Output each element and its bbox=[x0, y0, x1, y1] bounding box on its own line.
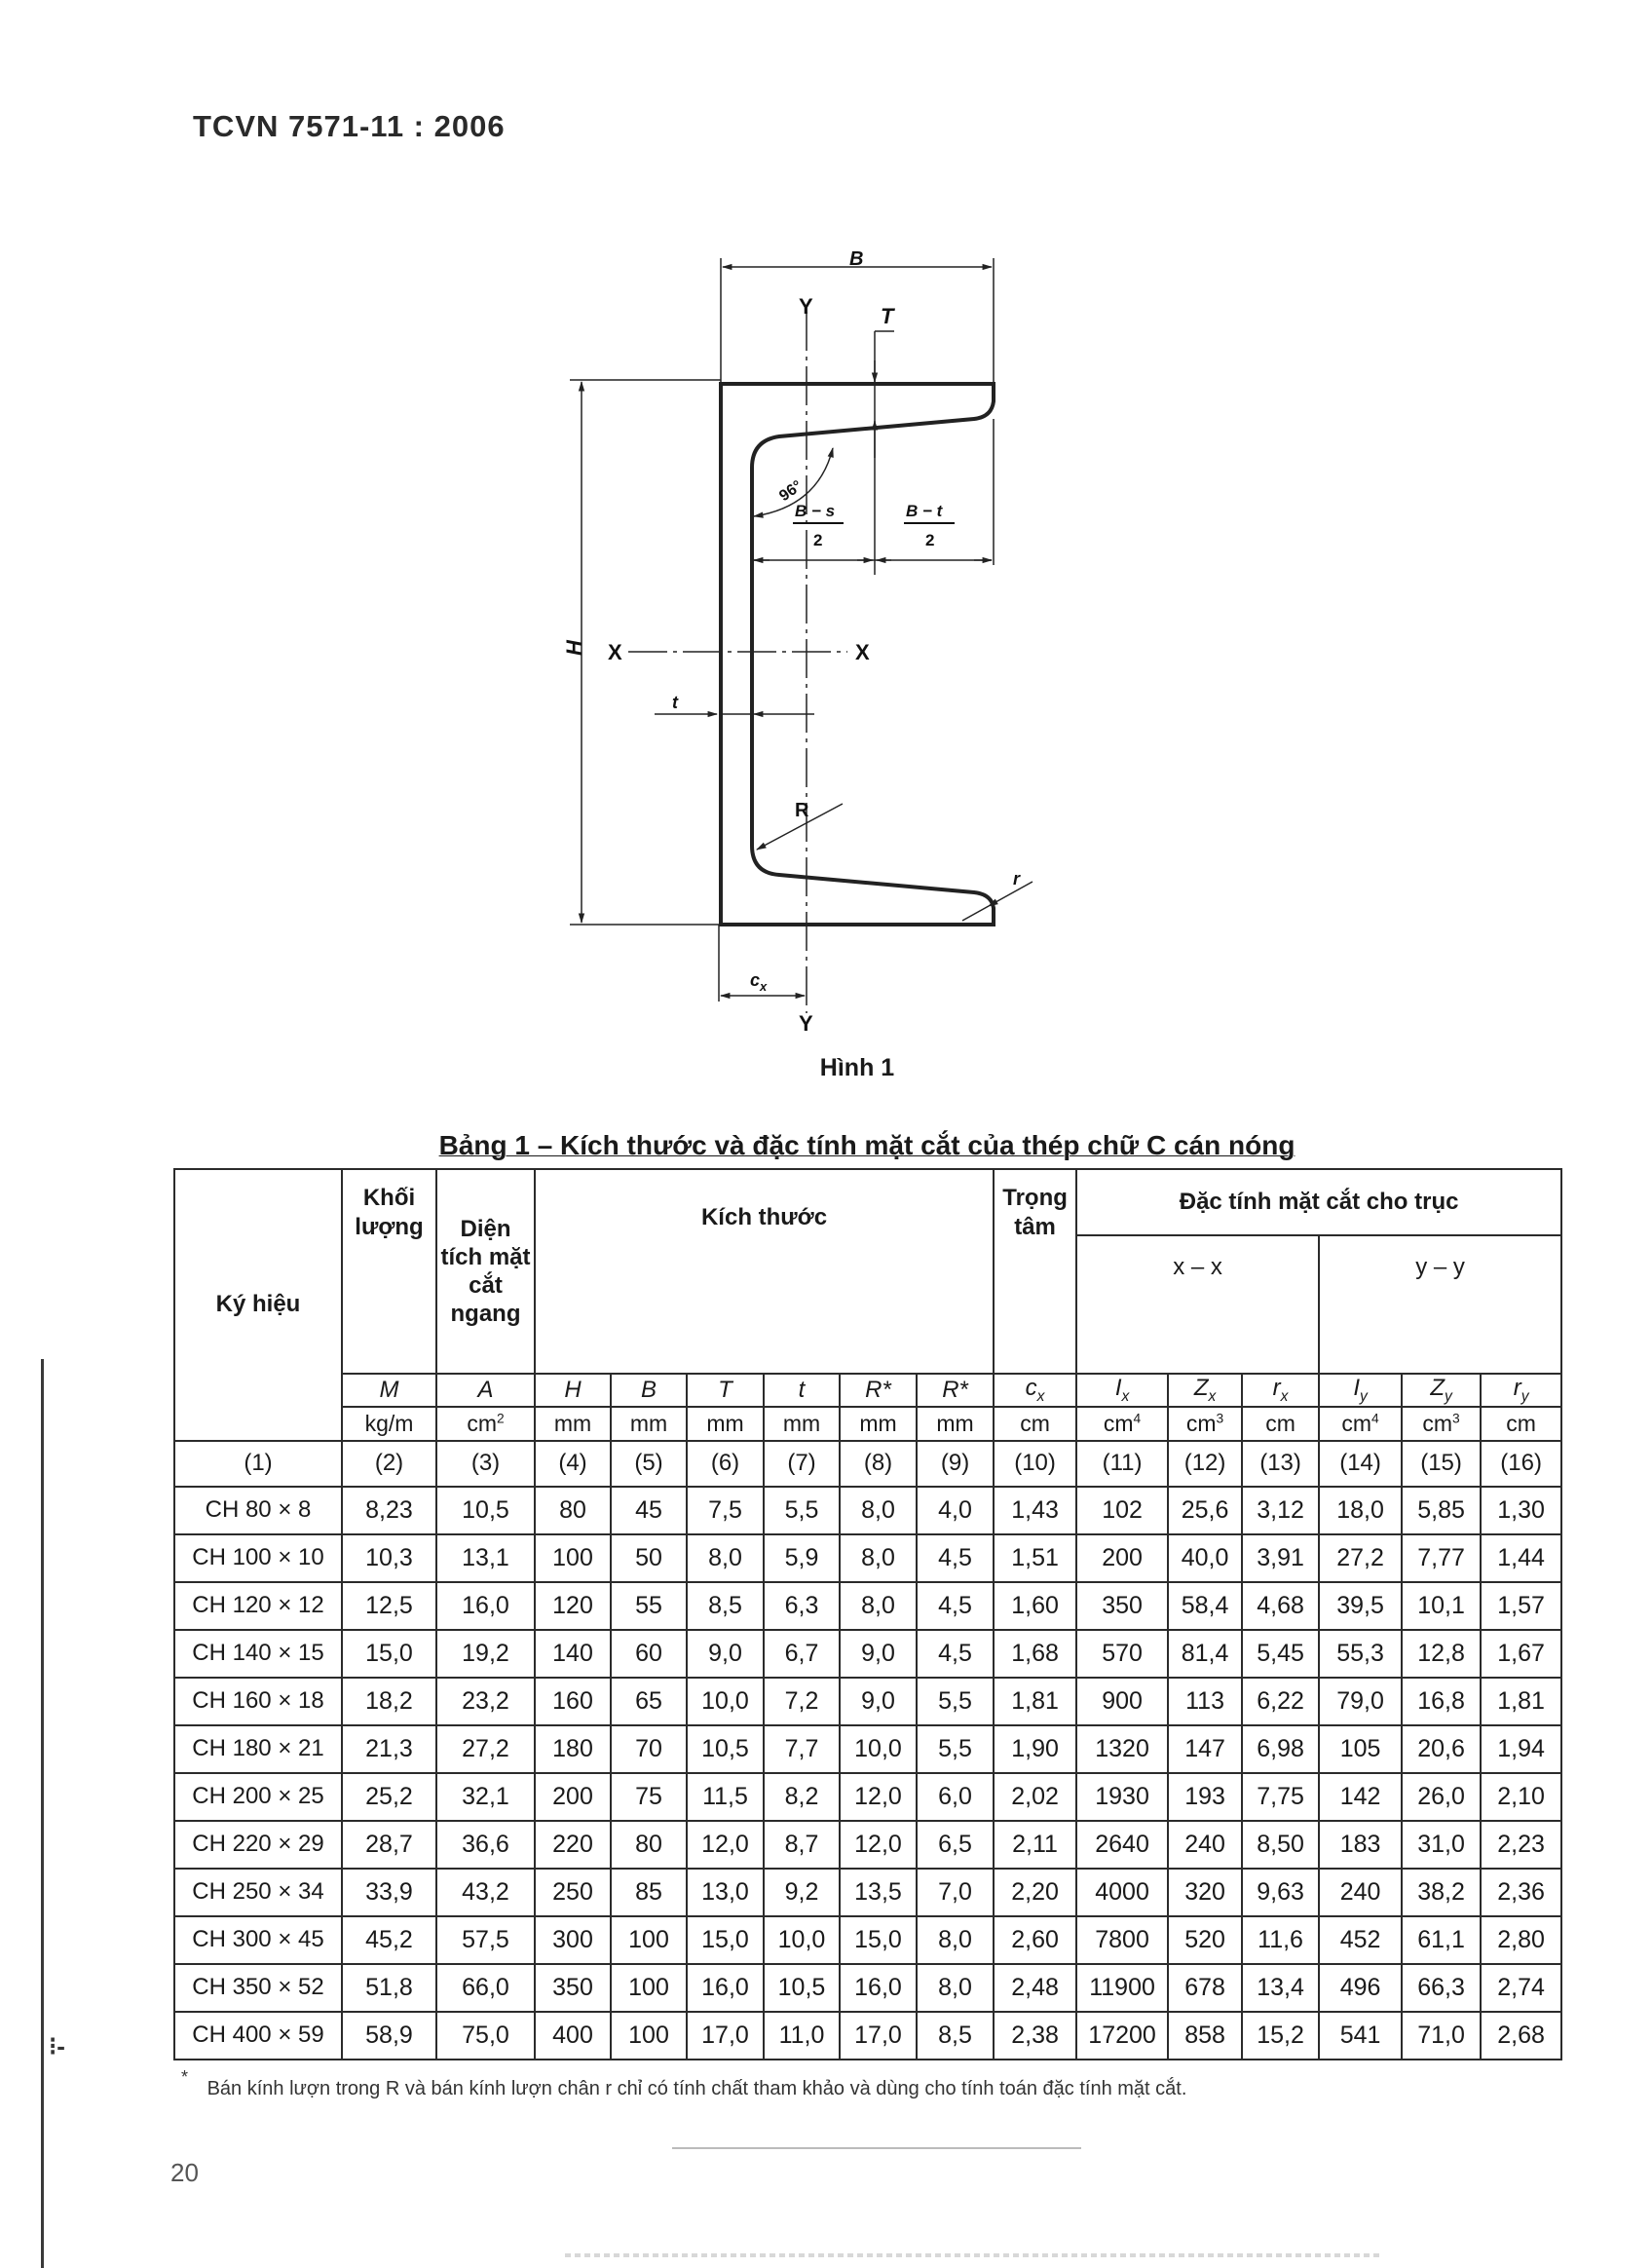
value-cell: 6,0 bbox=[917, 1773, 994, 1821]
value-cell: 7,0 bbox=[917, 1869, 994, 1916]
value-cell: 496 bbox=[1319, 1964, 1402, 2012]
table-row bbox=[174, 1773, 1561, 1821]
svg-text:R: R bbox=[795, 800, 809, 821]
value-cell: 858 bbox=[1168, 2012, 1242, 2060]
svg-text:2: 2 bbox=[813, 531, 823, 549]
value-cell: 220 bbox=[535, 1821, 611, 1869]
value-cell: 16,0 bbox=[436, 1582, 535, 1630]
column-number-row: (1) (2) (3) (4) (5) (6) (7) (8) (9) (10) (11) (12) (13) (14) (15) (16) bbox=[174, 1441, 1561, 1487]
header-dimensions: Kích thước bbox=[535, 1169, 994, 1374]
value-cell: 12,0 bbox=[840, 1773, 917, 1821]
value-cell: 55,3 bbox=[1319, 1630, 1402, 1678]
value-cell: 105 bbox=[1319, 1725, 1402, 1773]
table-row bbox=[174, 2012, 1561, 2060]
value-cell: 1,81 bbox=[994, 1678, 1076, 1725]
value-cell: 120 bbox=[535, 1582, 611, 1630]
value-cell: 13,5 bbox=[840, 1869, 917, 1916]
value-cell: 11,5 bbox=[687, 1773, 764, 1821]
scan-artifact-mark: ⁝- bbox=[49, 2031, 65, 2060]
value-cell: 80 bbox=[535, 1487, 611, 1534]
unit-row: kg/m $cm^2$ mm mm mm mm mm mm cm $cm^4$ $cm^3$ cm $cm^4$ $cm^3$ cm bbox=[174, 1407, 1561, 1441]
value-cell: 8,2 bbox=[764, 1773, 840, 1821]
value-cell: 1,81 bbox=[1481, 1678, 1561, 1725]
value-cell: 250 bbox=[535, 1869, 611, 1916]
table-row bbox=[174, 1630, 1561, 1678]
table-row bbox=[174, 1534, 1561, 1582]
header-axis-xx: x – x bbox=[1076, 1235, 1319, 1374]
value-cell: 58,4 bbox=[1168, 1582, 1242, 1630]
designation-cell: CH 140 × 15 bbox=[174, 1630, 342, 1678]
value-cell: 32,1 bbox=[436, 1773, 535, 1821]
header-designation: Ký hiệu bbox=[174, 1169, 342, 1441]
value-cell: 2,68 bbox=[1481, 2012, 1561, 2060]
value-cell: 2640 bbox=[1076, 1821, 1168, 1869]
value-cell: 350 bbox=[535, 1964, 611, 2012]
value-cell: 5,45 bbox=[1242, 1630, 1319, 1678]
value-cell: 55 bbox=[611, 1582, 687, 1630]
value-cell: 9,0 bbox=[840, 1630, 917, 1678]
svg-text:B − t: B − t bbox=[906, 502, 943, 520]
value-cell: 10,1 bbox=[1402, 1582, 1481, 1630]
value-cell: 61,1 bbox=[1402, 1916, 1481, 1964]
value-cell: 10,0 bbox=[840, 1725, 917, 1773]
svg-text:B − s: B − s bbox=[795, 502, 836, 520]
value-cell: 8,0 bbox=[917, 1916, 994, 1964]
value-cell: 15,0 bbox=[687, 1916, 764, 1964]
value-cell: 1,67 bbox=[1481, 1630, 1561, 1678]
value-cell: 21,3 bbox=[342, 1725, 436, 1773]
value-cell: 58,9 bbox=[342, 2012, 436, 2060]
value-cell: 200 bbox=[535, 1773, 611, 1821]
value-cell: 7,5 bbox=[687, 1487, 764, 1534]
value-cell: 66,3 bbox=[1402, 1964, 1481, 2012]
value-cell: 45,2 bbox=[342, 1916, 436, 1964]
footnote bbox=[181, 2067, 1187, 2100]
value-cell: 2,48 bbox=[994, 1964, 1076, 2012]
value-cell: 16,0 bbox=[840, 1964, 917, 2012]
value-cell: 50 bbox=[611, 1534, 687, 1582]
value-cell: 28,7 bbox=[342, 1821, 436, 1869]
value-cell: 8,7 bbox=[764, 1821, 840, 1869]
value-cell: 10,0 bbox=[764, 1916, 840, 1964]
value-cell: 2,10 bbox=[1481, 1773, 1561, 1821]
table-row bbox=[174, 1725, 1561, 1773]
value-cell: 142 bbox=[1319, 1773, 1402, 1821]
value-cell: 57,5 bbox=[436, 1916, 535, 1964]
svg-text:Y: Y bbox=[799, 1011, 813, 1036]
value-cell: 6,98 bbox=[1242, 1725, 1319, 1773]
value-cell: 8,50 bbox=[1242, 1821, 1319, 1869]
svg-text:r: r bbox=[1013, 869, 1021, 888]
value-cell: 1,60 bbox=[994, 1582, 1076, 1630]
value-cell: 5,9 bbox=[764, 1534, 840, 1582]
value-cell: 900 bbox=[1076, 1678, 1168, 1725]
value-cell: 20,6 bbox=[1402, 1725, 1481, 1773]
svg-text:96°: 96° bbox=[776, 477, 806, 506]
designation-cell: CH 80 × 8 bbox=[174, 1487, 342, 1534]
designation-cell: CH 160 × 18 bbox=[174, 1678, 342, 1725]
value-cell: 27,2 bbox=[1319, 1534, 1402, 1582]
value-cell: 147 bbox=[1168, 1725, 1242, 1773]
value-cell: 15,0 bbox=[342, 1630, 436, 1678]
value-cell: 8,0 bbox=[840, 1582, 917, 1630]
table-row bbox=[174, 1487, 1561, 1534]
svg-text:X: X bbox=[855, 640, 870, 664]
value-cell: 11900 bbox=[1076, 1964, 1168, 2012]
value-cell: 1,90 bbox=[994, 1725, 1076, 1773]
value-cell: 2,60 bbox=[994, 1916, 1076, 1964]
value-cell: 79,0 bbox=[1319, 1678, 1402, 1725]
value-cell: 4,5 bbox=[917, 1534, 994, 1582]
value-cell: 11,0 bbox=[764, 2012, 840, 2060]
value-cell: 85 bbox=[611, 1869, 687, 1916]
value-cell: 160 bbox=[535, 1678, 611, 1725]
value-cell: 8,0 bbox=[840, 1487, 917, 1534]
value-cell: 27,2 bbox=[436, 1725, 535, 1773]
value-cell: 10,0 bbox=[687, 1678, 764, 1725]
value-cell: 71,0 bbox=[1402, 2012, 1481, 2060]
value-cell: 3,12 bbox=[1242, 1487, 1319, 1534]
header-axis-yy: y – y bbox=[1319, 1235, 1561, 1374]
channel-section-diagram bbox=[545, 244, 1052, 1042]
value-cell: 1,94 bbox=[1481, 1725, 1561, 1773]
value-cell: 541 bbox=[1319, 2012, 1402, 2060]
value-cell: 16,8 bbox=[1402, 1678, 1481, 1725]
value-cell: 2,02 bbox=[994, 1773, 1076, 1821]
designation-cell: CH 100 × 10 bbox=[174, 1534, 342, 1582]
value-cell: 26,0 bbox=[1402, 1773, 1481, 1821]
svg-text:2: 2 bbox=[925, 531, 935, 549]
table-title: Bảng 1 – Kích thước và đặc tính mặt cắt của thép chữ C cán nóng bbox=[438, 1130, 1295, 1160]
svg-text:X: X bbox=[608, 640, 622, 664]
value-cell: 6,3 bbox=[764, 1582, 840, 1630]
value-cell: 25,6 bbox=[1168, 1487, 1242, 1534]
value-cell: 8,23 bbox=[342, 1487, 436, 1534]
value-cell: 6,22 bbox=[1242, 1678, 1319, 1725]
value-cell: 33,9 bbox=[342, 1869, 436, 1916]
value-cell: 520 bbox=[1168, 1916, 1242, 1964]
designation-cell: CH 200 × 25 bbox=[174, 1773, 342, 1821]
value-cell: 13,0 bbox=[687, 1869, 764, 1916]
value-cell: 17,0 bbox=[840, 2012, 917, 2060]
value-cell: 8,0 bbox=[687, 1534, 764, 1582]
header-centroid: Trọng tâm bbox=[994, 1169, 1076, 1374]
svg-text:T: T bbox=[881, 304, 894, 328]
value-cell: 16,0 bbox=[687, 1964, 764, 2012]
svg-text:cx: $c_x$ bbox=[750, 970, 768, 994]
svg-text:Y: Y bbox=[799, 294, 813, 319]
value-cell: 17,0 bbox=[687, 2012, 764, 2060]
value-cell: 18,0 bbox=[1319, 1487, 1402, 1534]
value-cell: 180 bbox=[535, 1725, 611, 1773]
value-cell: 2,38 bbox=[994, 2012, 1076, 2060]
value-cell: 1320 bbox=[1076, 1725, 1168, 1773]
value-cell: 9,0 bbox=[840, 1678, 917, 1725]
value-cell: 5,5 bbox=[917, 1725, 994, 1773]
designation-cell: CH 350 × 52 bbox=[174, 1964, 342, 2012]
footnote-text: Bán kính lượn trong R và bán kính lượn chân r chỉ có tính chất tham khảo và dùng cho tính toán đặc tính mặt cắt. bbox=[206, 2078, 1187, 2099]
footnote-marker: * bbox=[181, 2067, 189, 2087]
svg-text:H: H bbox=[562, 640, 586, 656]
value-cell: 2,23 bbox=[1481, 1821, 1561, 1869]
value-cell: 1,51 bbox=[994, 1534, 1076, 1582]
value-cell: 10,5 bbox=[436, 1487, 535, 1534]
value-cell: 113 bbox=[1168, 1678, 1242, 1725]
table-row bbox=[174, 1678, 1561, 1725]
value-cell: 9,0 bbox=[687, 1630, 764, 1678]
value-cell: 5,5 bbox=[764, 1487, 840, 1534]
value-cell: 9,2 bbox=[764, 1869, 840, 1916]
designation-cell: CH 220 × 29 bbox=[174, 1821, 342, 1869]
value-cell: 4,0 bbox=[917, 1487, 994, 1534]
value-cell: 75 bbox=[611, 1773, 687, 1821]
value-cell: 60 bbox=[611, 1630, 687, 1678]
value-cell: 81,4 bbox=[1168, 1630, 1242, 1678]
value-cell: 183 bbox=[1319, 1821, 1402, 1869]
value-cell: 570 bbox=[1076, 1630, 1168, 1678]
value-cell: 40,0 bbox=[1168, 1534, 1242, 1582]
footer-divider bbox=[672, 2147, 1081, 2149]
value-cell: 12,0 bbox=[687, 1821, 764, 1869]
value-cell: 7,75 bbox=[1242, 1773, 1319, 1821]
value-cell: 31,0 bbox=[1402, 1821, 1481, 1869]
value-cell: 6,5 bbox=[917, 1821, 994, 1869]
value-cell: 66,0 bbox=[436, 1964, 535, 2012]
value-cell: 19,2 bbox=[436, 1630, 535, 1678]
value-cell: 4,68 bbox=[1242, 1582, 1319, 1630]
value-cell: 10,5 bbox=[764, 1964, 840, 2012]
value-cell: 8,5 bbox=[687, 1582, 764, 1630]
faint-bottom-text bbox=[565, 2253, 1383, 2257]
header-area: Diện tích mặt cắt ngang bbox=[436, 1169, 535, 1374]
value-cell: 193 bbox=[1168, 1773, 1242, 1821]
value-cell: 100 bbox=[611, 1916, 687, 1964]
value-cell: 9,63 bbox=[1242, 1869, 1319, 1916]
value-cell: 1930 bbox=[1076, 1773, 1168, 1821]
value-cell: 1,57 bbox=[1481, 1582, 1561, 1630]
value-cell: 12,5 bbox=[342, 1582, 436, 1630]
value-cell: 12,8 bbox=[1402, 1630, 1481, 1678]
designation-cell: CH 400 × 59 bbox=[174, 2012, 342, 2060]
value-cell: 70 bbox=[611, 1725, 687, 1773]
table-row bbox=[174, 1916, 1561, 1964]
value-cell: 4000 bbox=[1076, 1869, 1168, 1916]
value-cell: 8,0 bbox=[840, 1534, 917, 1582]
value-cell: 15,2 bbox=[1242, 2012, 1319, 2060]
value-cell: 18,2 bbox=[342, 1678, 436, 1725]
value-cell: 240 bbox=[1319, 1869, 1402, 1916]
value-cell: 75,0 bbox=[436, 2012, 535, 2060]
value-cell: 51,8 bbox=[342, 1964, 436, 2012]
value-cell: 4,5 bbox=[917, 1582, 994, 1630]
value-cell: 1,68 bbox=[994, 1630, 1076, 1678]
value-cell: 4,5 bbox=[917, 1630, 994, 1678]
table-row bbox=[174, 1964, 1561, 2012]
value-cell: 65 bbox=[611, 1678, 687, 1725]
designation-cell: CH 180 × 21 bbox=[174, 1725, 342, 1773]
value-cell: 100 bbox=[611, 1964, 687, 2012]
value-cell: 5,85 bbox=[1402, 1487, 1481, 1534]
value-cell: 2,11 bbox=[994, 1821, 1076, 1869]
svg-text:B: B bbox=[849, 248, 864, 270]
value-cell: 17200 bbox=[1076, 2012, 1168, 2060]
value-cell: 3,91 bbox=[1242, 1534, 1319, 1582]
value-cell: 2,74 bbox=[1481, 1964, 1561, 2012]
value-cell: 7,2 bbox=[764, 1678, 840, 1725]
value-cell: 15,0 bbox=[840, 1916, 917, 1964]
header-mass: Khối lượng bbox=[342, 1169, 436, 1374]
scan-edge-line bbox=[41, 1359, 44, 2268]
value-cell: 1,43 bbox=[994, 1487, 1076, 1534]
svg-text:t: t bbox=[672, 693, 678, 712]
value-cell: 6,7 bbox=[764, 1630, 840, 1678]
value-cell: 678 bbox=[1168, 1964, 1242, 2012]
table-row bbox=[174, 1582, 1561, 1630]
value-cell: 2,80 bbox=[1481, 1916, 1561, 1964]
value-cell: 7,7 bbox=[764, 1725, 840, 1773]
value-cell: 7800 bbox=[1076, 1916, 1168, 1964]
value-cell: 43,2 bbox=[436, 1869, 535, 1916]
value-cell: 10,5 bbox=[687, 1725, 764, 1773]
value-cell: 400 bbox=[535, 2012, 611, 2060]
value-cell: 5,5 bbox=[917, 1678, 994, 1725]
value-cell: 23,2 bbox=[436, 1678, 535, 1725]
value-cell: 240 bbox=[1168, 1821, 1242, 1869]
value-cell: 200 bbox=[1076, 1534, 1168, 1582]
designation-cell: CH 120 × 12 bbox=[174, 1582, 342, 1630]
value-cell: 140 bbox=[535, 1630, 611, 1678]
value-cell: 11,6 bbox=[1242, 1916, 1319, 1964]
value-cell: 2,20 bbox=[994, 1869, 1076, 1916]
page-number: 20 bbox=[170, 2158, 199, 2187]
table-row bbox=[174, 1821, 1561, 1869]
value-cell: 25,2 bbox=[342, 1773, 436, 1821]
value-cell: 13,4 bbox=[1242, 1964, 1319, 2012]
value-cell: 100 bbox=[535, 1534, 611, 1582]
value-cell: 39,5 bbox=[1319, 1582, 1402, 1630]
standard-code: TCVN 7571-11 : 2006 bbox=[193, 109, 506, 143]
designation-cell: CH 250 × 34 bbox=[174, 1869, 342, 1916]
value-cell: 452 bbox=[1319, 1916, 1402, 1964]
figure-caption: Hình 1 bbox=[819, 1054, 895, 1081]
symbol-row: M A H B T t R* R* $c_x$ $I_x$ $Z_x$ $r_x$ $I_y$ $Z_y$ $r_y$ bbox=[174, 1374, 1561, 1407]
value-cell: 80 bbox=[611, 1821, 687, 1869]
value-cell: 45 bbox=[611, 1487, 687, 1534]
value-cell: 320 bbox=[1168, 1869, 1242, 1916]
value-cell: 8,5 bbox=[917, 2012, 994, 2060]
value-cell: 2,36 bbox=[1481, 1869, 1561, 1916]
table-body bbox=[174, 1487, 1561, 2060]
value-cell: 350 bbox=[1076, 1582, 1168, 1630]
value-cell: 1,44 bbox=[1481, 1534, 1561, 1582]
designation-cell: CH 300 × 45 bbox=[174, 1916, 342, 1964]
value-cell: 8,0 bbox=[917, 1964, 994, 2012]
value-cell: 10,3 bbox=[342, 1534, 436, 1582]
value-cell: 1,30 bbox=[1481, 1487, 1561, 1534]
value-cell: 36,6 bbox=[436, 1821, 535, 1869]
section-properties-table bbox=[173, 1168, 1562, 2060]
table-row bbox=[174, 1869, 1561, 1916]
header-section-properties: Đặc tính mặt cắt cho trục bbox=[1076, 1169, 1561, 1235]
value-cell: 12,0 bbox=[840, 1821, 917, 1869]
value-cell: 102 bbox=[1076, 1487, 1168, 1534]
value-cell: 7,77 bbox=[1402, 1534, 1481, 1582]
value-cell: 300 bbox=[535, 1916, 611, 1964]
value-cell: 13,1 bbox=[436, 1534, 535, 1582]
value-cell: 100 bbox=[611, 2012, 687, 2060]
value-cell: 38,2 bbox=[1402, 1869, 1481, 1916]
